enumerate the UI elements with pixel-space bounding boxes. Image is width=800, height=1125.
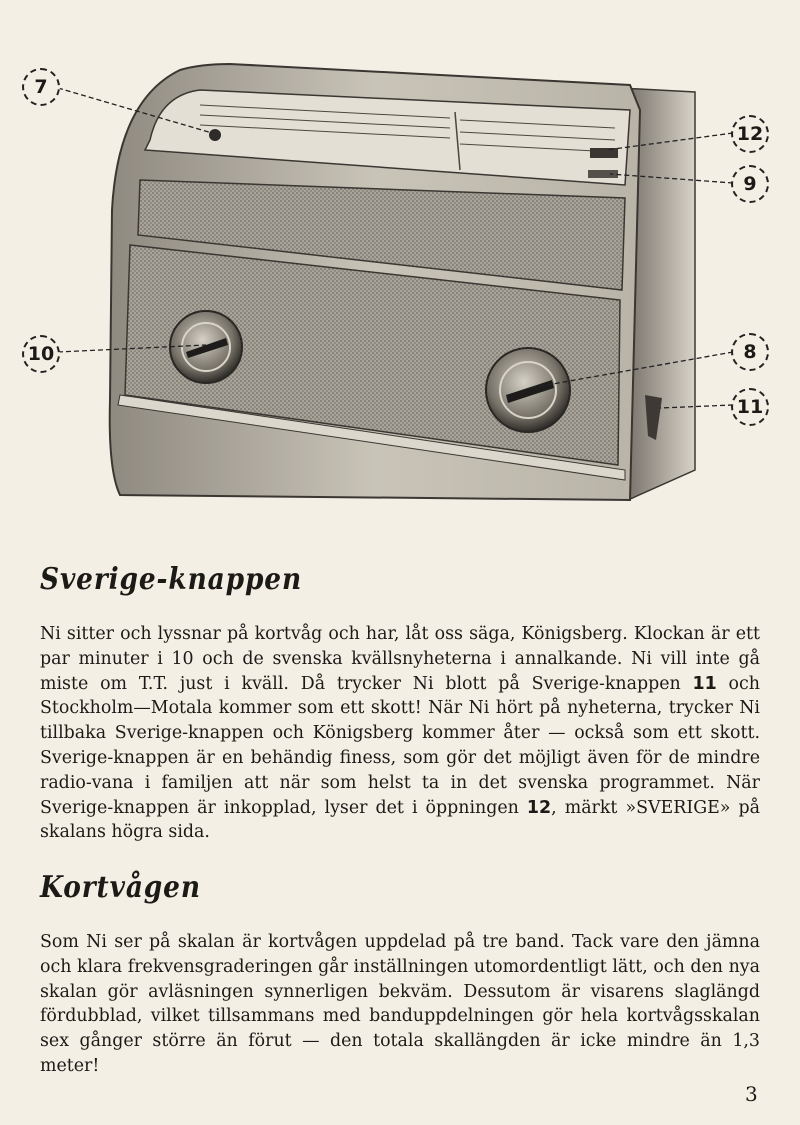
indicator-label [588,170,618,178]
callout-10: 10 [22,335,60,373]
right-knob [486,348,570,432]
radio-drawing [0,0,800,540]
callout-7: 7 [22,68,60,106]
left-knob [170,311,242,383]
text-run: och Stockholm—Motala kommer som ett skott! När Ni hört på nyheterna, trycker Ni tillbaka Sverige-knappen och Königsberg kommer åter — också som ett skott. Sverige-knappen är en behändig finess, som gör det möjligt även för de mindre radio-vana i familjen att när som helst ta in det svenska programmet. När Sverige-knappen är inkopplad, lyser det i öppningen [40,673,760,818]
reference-number: 12 [526,797,552,818]
section-paragraph [40,930,760,1079]
section-heading-sverige-knappen: Sverige-knappen [40,562,303,597]
text-run: Ni sitter och lyssnar på kortvåg och har, låt oss säga, Königsberg. Klockan är ett par minuter i 10 och de svenska kvällsnyheterna i annalkande. Ni vill inte gå miste om T.T. just i kväll. Då trycker Ni blott på Sverige-knappen [40,624,760,694]
reference-number: 11 [692,673,717,694]
text-run: Som Ni ser på skalan är kortvågen uppdelad på tre band. Tack vare den jämna och klara frekvensgraderingen går inställningen utomordentligt lätt, och den nya skalan gör avläsningen synnerligen bekväm. Dessutom är visarens slaglängd fördubblad, vilket tillsammans med banduppdelningen gör hela kortvågsskalan sex gånger större än förut — den totala skallängden är icke mindre än 1,3 meter! [40,932,760,1076]
page-number: 3 [745,1082,758,1106]
radio-illustration [0,0,800,540]
tuning-eye-icon [209,129,221,141]
section-paragraph [40,622,760,845]
section-heading-kortvagen: Kortvågen [40,870,201,905]
callout-11: 11 [731,388,769,426]
callout-9: 9 [731,165,769,203]
text-run: , märkt »SVERIGE» på skalans högra sida. [40,797,760,843]
callout-12: 12 [731,115,769,153]
callout-8: 8 [731,333,769,371]
